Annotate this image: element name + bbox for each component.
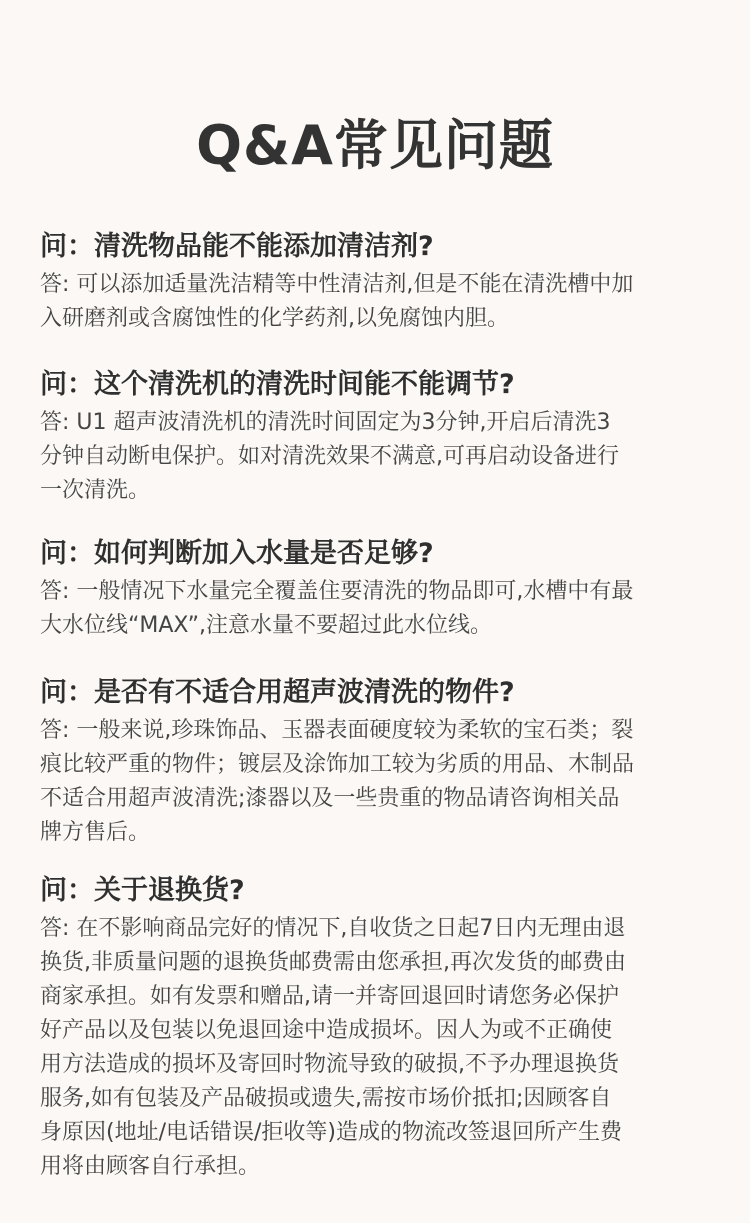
- faq-question: 问：关于退换货?: [40, 875, 245, 906]
- faq-answer: [40, 575, 720, 643]
- faq-answer-line: 入研磨剂或含腐蚀性的化学药剂,以免腐蚀内胆。: [40, 306, 509, 331]
- faq-answer: [40, 714, 720, 850]
- faq-answer-line: 答: 一般来说,珍珠饰品、玉器表面硬度较为柔软的宝石类；裂: [40, 718, 634, 743]
- faq-question: 问：清洗物品能不能添加清洁剂?: [40, 231, 434, 262]
- faq-answer-line: 答: 可以添加适量洗洁精等中性清洁剂,但是不能在清洗槽中加: [40, 272, 634, 297]
- faq-answer-line: 牌方售后。: [40, 820, 151, 845]
- faq-item: [40, 872, 720, 1184]
- faq-answer-line: 用方法造成的损坏及寄回时物流导致的破损,不予办理退换货: [40, 1052, 619, 1077]
- faq-answer-line: 一次清洗。: [40, 478, 151, 503]
- faq-answer-line: 服务,如有包装及产品破损或遗失,需按市场价抵扣;因顾客自: [40, 1086, 612, 1111]
- faq-answer-line: 分钟自动断电保护。如对清洗效果不满意,可再启动设备进行: [40, 444, 619, 469]
- faq-answer-line: 不适合用超声波清洗;漆器以及一些贵重的物品请咨询相关品: [40, 786, 620, 811]
- faq-answer: [40, 912, 720, 1184]
- faq-item: [40, 366, 720, 508]
- faq-answer-line: 换货,非质量问题的退换货邮费需由您承担,再次发货的邮费由: [40, 950, 626, 975]
- faq-question: 问：是否有不适合用超声波清洗的物件?: [40, 677, 515, 708]
- faq-question: 问：这个清洗机的清洗时间能不能调节?: [40, 369, 515, 400]
- faq-item: [40, 535, 720, 643]
- faq-answer-line: 答: 一般情况下水量完全覆盖住要清洗的物品即可,水槽中有最: [40, 579, 634, 604]
- faq-answer-line: 商家承担。如有发票和赠品,请一并寄回退回时请您务必保护: [40, 984, 619, 1009]
- page-title: Q&A常见问题: [196, 114, 554, 177]
- faq-answer-line: 答: 在不影响商品完好的情况下,自收货之日起7日内无理由退: [40, 916, 626, 941]
- faq-question: 问：如何判断加入水量是否足够?: [40, 538, 434, 569]
- faq-answer-line: 身原因(地址/电话错误/拒收等)造成的物流改签退回所产生费: [40, 1120, 622, 1145]
- faq-answer-line: 痕比较严重的物件；镀层及涂饰加工较为劣质的用品、木制品: [40, 752, 635, 777]
- faq-answer-line: 答: U1 超声波清洗机的清洗时间固定为3分钟,开启后清洗3: [40, 410, 611, 435]
- faq-answer-line: 好产品以及包装以免退回途中造成损坏。因人为或不正确使: [40, 1018, 613, 1043]
- faq-answer-line: 大水位线“MAX”,注意水量不要超过此水位线。: [40, 613, 493, 638]
- faq-item: [40, 228, 720, 336]
- faq-answer-line: 用将由顾客自行承担。: [40, 1154, 261, 1179]
- faq-answer: [40, 406, 720, 508]
- faq-item: [40, 674, 720, 850]
- faq-answer: [40, 268, 720, 336]
